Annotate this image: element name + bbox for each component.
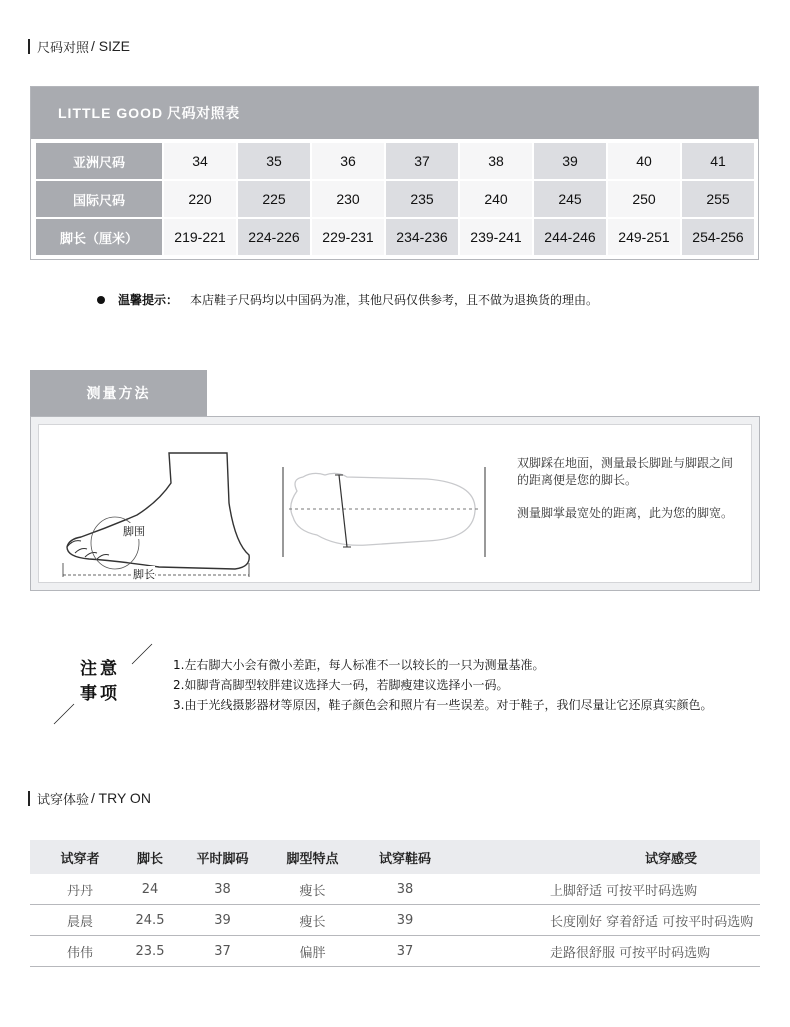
size-cell: 244-246 (534, 219, 606, 255)
size-cell: 249-251 (608, 219, 680, 255)
tryon-cell: 24 (141, 881, 159, 897)
tryon-cell: 晨晨 (66, 914, 93, 930)
tryon-cell: 上脚舒适 可按平时码选购 (550, 883, 698, 899)
col-header: 试穿者 (60, 851, 100, 867)
size-cell: 234-236 (386, 219, 458, 255)
measure-tab: 测量方法 (30, 370, 207, 416)
col-header: 平时脚码 (196, 851, 249, 867)
size-cell: 39 (534, 143, 606, 179)
row-label-foot-length: 脚长（厘米） (36, 219, 162, 255)
size-chart (30, 86, 759, 260)
bullet-icon (97, 296, 105, 304)
tryon-cell: 23.5 (135, 943, 165, 959)
size-chart-title-cn: 尺码对照表 (167, 106, 240, 122)
col-header: 试穿鞋码 (378, 851, 431, 867)
tryon-cell: 39 (396, 912, 414, 928)
tryon-section-heading (28, 789, 151, 807)
size-cell: 225 (238, 181, 310, 217)
size-cell: 41 (682, 143, 754, 179)
foot-top-icon (277, 461, 497, 561)
size-cell: 220 (164, 181, 236, 217)
table-row (30, 936, 760, 967)
foot-girth-label: 脚围 (123, 525, 145, 538)
tryon-cell: 瘦长 (299, 883, 326, 899)
size-cell: 240 (460, 181, 532, 217)
tip-text: 本店鞋子尺码均以中国码为准，其他尺码仅供参考，且不做为退换货的理由。 (190, 293, 599, 307)
size-cell: 36 (312, 143, 384, 179)
notice-title-line1: 注意 (80, 659, 120, 679)
size-cell: 255 (682, 181, 754, 217)
size-cell: 230 (312, 181, 384, 217)
row-label-international: 国际尺码 (36, 181, 162, 217)
size-cell: 37 (386, 143, 458, 179)
size-cell: 219-221 (164, 219, 236, 255)
tryon-heading-en: / TRY ON (91, 790, 151, 806)
tryon-cell: 瘦长 (299, 914, 326, 930)
measure-inner (38, 424, 752, 583)
col-header: 脚长 (136, 851, 163, 867)
measure-panel (30, 416, 760, 591)
size-heading-cn: 尺码对照 (37, 40, 90, 56)
tryon-cell: 38 (214, 881, 231, 897)
notice-item: 3.由于光线摄影器材等原因，鞋子颜色会和照片有一些误差。对于鞋子，我们尽量让它还原真实颜色。 (173, 698, 713, 712)
tip-label: 温馨提示： (118, 293, 179, 307)
tryon-cell: 37 (396, 943, 414, 959)
tryon-cell: 39 (214, 912, 231, 928)
heading-bar (28, 791, 30, 806)
size-grid (36, 143, 754, 255)
notice-title-line2: 事项 (80, 684, 120, 704)
size-cell: 254-256 (682, 219, 754, 255)
notice-list (173, 655, 712, 715)
table-row (30, 874, 760, 905)
size-chart-title-brand: LITTLE GOOD (58, 105, 164, 121)
heading-bar (28, 39, 30, 54)
row-label-asia: 亚洲尺码 (36, 143, 162, 179)
size-cell: 34 (164, 143, 236, 179)
tryon-cell: 长度刚好 穿着舒适 可按平时码选购 (550, 914, 754, 930)
tryon-cell: 丹丹 (66, 883, 93, 899)
notice-title (80, 657, 120, 707)
size-tip (97, 291, 598, 308)
size-heading-en: / SIZE (91, 38, 130, 54)
tryon-cell: 偏胖 (299, 945, 326, 961)
size-cell: 235 (386, 181, 458, 217)
table-row (30, 905, 760, 936)
tryon-cell: 37 (214, 943, 231, 959)
size-cell: 224-226 (238, 219, 310, 255)
tryon-cell: 走路很舒服 可按平时码选购 (550, 945, 711, 961)
tryon-cell: 38 (396, 881, 414, 897)
tryon-cell: 伟伟 (66, 945, 93, 961)
col-header: 脚型特点 (286, 851, 339, 867)
tryon-cell: 24.5 (135, 912, 165, 928)
size-chart-title (31, 87, 758, 139)
notice-item: 1.左右脚大小会有微小差距，每人标准不一以较长的一只为测量基准。 (173, 658, 545, 672)
col-header: 试穿感受 (645, 851, 698, 867)
measure-text-width: 测量脚掌最宽处的距离，此为您的脚宽。 (517, 506, 734, 520)
size-cell: 239-241 (460, 219, 532, 255)
measure-text-length: 双脚踩在地面，测量最长脚趾与脚跟之间的距离便是您的脚长。 (517, 456, 734, 487)
tryon-header-row (30, 840, 760, 874)
foot-length-label: 脚长 (133, 568, 155, 581)
size-section-heading (28, 37, 130, 55)
size-cell: 229-231 (312, 219, 384, 255)
tryon-table (30, 840, 760, 967)
size-cell: 40 (608, 143, 680, 179)
size-cell: 35 (238, 143, 310, 179)
size-cell: 38 (460, 143, 532, 179)
notice-item: 2.如脚背高脚型较胖建议选择大一码，若脚瘦建议选择小一码。 (173, 678, 509, 692)
size-cell: 245 (534, 181, 606, 217)
foot-side-icon (59, 443, 259, 579)
tryon-heading-cn: 试穿体验 (37, 792, 90, 808)
size-cell: 250 (608, 181, 680, 217)
